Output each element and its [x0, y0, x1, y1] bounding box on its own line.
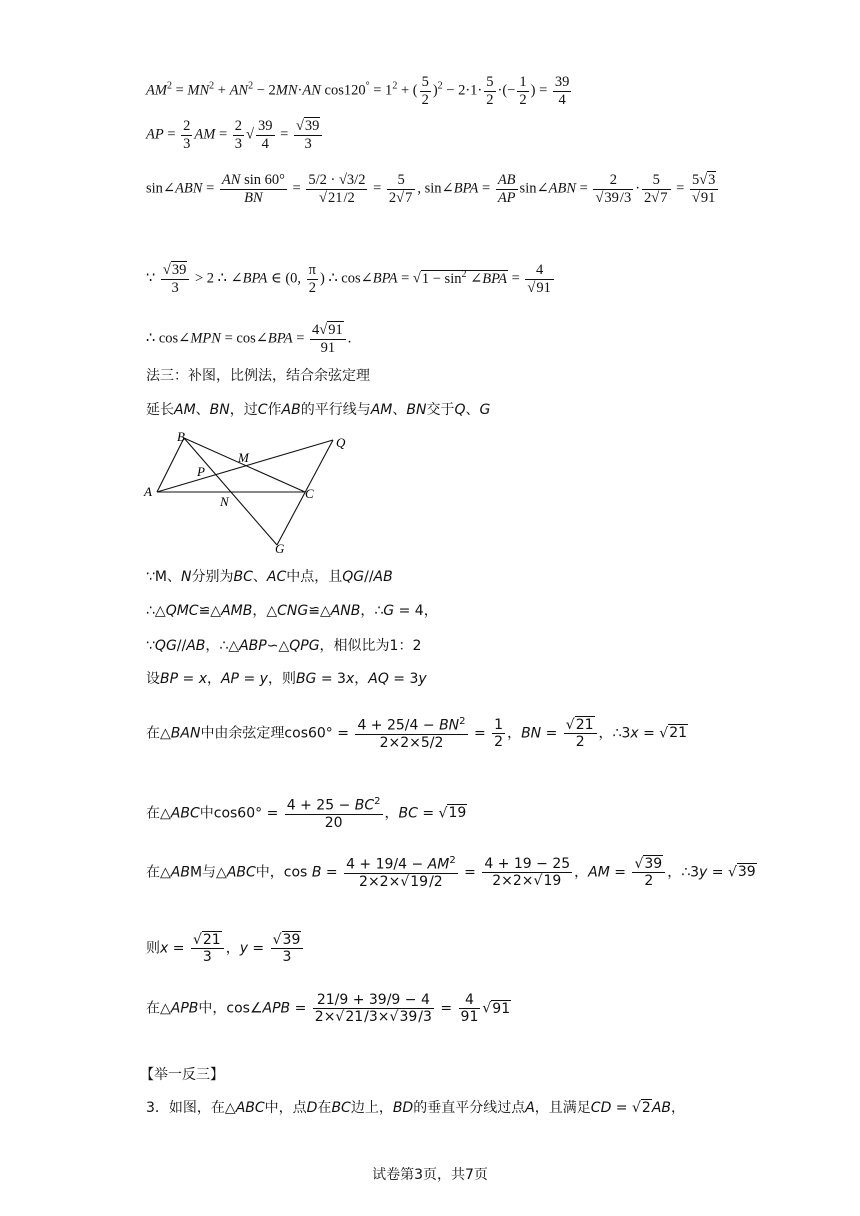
similarity-statement: ∵QG//AB，∴△ABP∽△QPG，相似比为1：2	[146, 638, 422, 654]
label-g: G	[275, 541, 285, 556]
equation-cos-mpn: ∴ cos∠MPN = cos∠BPA = $\frac{4√91}{91}$ .	[146, 322, 352, 356]
label-b: B	[177, 429, 185, 444]
label-n: N	[220, 494, 229, 509]
problem-3-statement: 3．如图，在△ABC中，点D在BC边上，BD的垂直平分线过点A，且满足CD = √2AB，	[146, 1100, 686, 1116]
equation-cos-apb: 在△APB中，cos∠APB = $\frac{21/9 + 39/9 - 4}{2\times√21/3\times√39/3}$ = $\frac{4}{91}$ √91	[146, 992, 511, 1026]
section-heading-practice: 【举一反三】	[140, 1067, 224, 1083]
label-m: M	[238, 450, 249, 465]
page-footer: 试卷第3页，共7页	[372, 1167, 488, 1183]
congruence-statement: ∴△QMC≌△AMB，△CNG≌△ANB，∴G = 4，	[146, 603, 438, 619]
equation-sin-abn: sin∠ABN = $\frac{\text{AN sin 60°}}{BN}$ = $\frac{5/2 \cdot √3/2}{√21/2}$ = $\frac{5}{2√7}$ , sin∠BPA = $\frac{AB}{AP}$ sin∠ABN = $\frac{2}{√39/3}$ · $\frac{5}{2√7}$ = $\frac{5√3}{√91}$	[146, 172, 720, 206]
label-c: C	[305, 486, 314, 501]
equation-am: 在△ABM与△ABC中，cos B = $\frac{4 + 19/4 - AM^2}{2\times 2\times√19/2}$ = $\frac{4 + 19 - 25}{2\times 2\times√19}$ ，AM = $\frac{√39}{2}$ ，∴3y = √39	[146, 855, 756, 890]
equation-xy: 则x = $\frac{√21}{3}$ ，y = $\frac{√39}{3}$	[146, 932, 305, 965]
label-a: A	[144, 484, 152, 499]
equation-am-squared: $AM^2 = MN^2 + AN^2 - 2MN\cdot AN$ $\cos 120^\circ = 1^2$ + ( $\frac{5}{2}$ )$^2$ − 2·1· $\frac{5}{2}$ ·(− $\frac{1}{2}$ ) = $\frac{39}{4}$	[146, 74, 570, 108]
label-p: P	[197, 464, 205, 479]
equation-bc: 在△ABC中cos60° = $\frac{4 + 25 - BC^2}{20}$ ，BC = √19	[146, 796, 467, 831]
variable-definition: 设BP = x，AP = y，则BG = 3x，AQ = 3y	[146, 671, 427, 687]
label-q: Q	[336, 435, 346, 450]
method-three-heading: 法三：补图，比例法，结合余弦定理	[146, 368, 370, 384]
midpoint-statement: ∵M、N分别为BC、AC中点，且QG//AB	[146, 569, 393, 585]
equation-bn: 在△BAN中由余弦定理cos60° = $\frac{4 + 25/4 - BN^2}{2\times 2\times 5/2}$ = $\frac{1}{2}$ ，BN = $\frac{√21}{2}$ ，∴3x = √21	[146, 716, 688, 751]
equation-cos-bpa: ∵ $\frac{√39}{3}$ > 2 ∴ ∠BPA ∈ (0, $\frac{\pi}{2}$ ) ∴ cos∠BPA = $√1 - \sin^2$ ∠BPA = $\frac{4}{√91}$	[146, 262, 556, 296]
construction-text: 延长AM、BN，过C作AB的平行线与AM、BN交于Q、G	[146, 402, 491, 418]
geometry-figure	[140, 425, 355, 560]
equation-ap: AP = $\frac{2}{3}$ AM = $\frac{2}{3}$ √ $\frac{39}{4}$ = $\frac{√39}{3}$	[146, 118, 324, 152]
